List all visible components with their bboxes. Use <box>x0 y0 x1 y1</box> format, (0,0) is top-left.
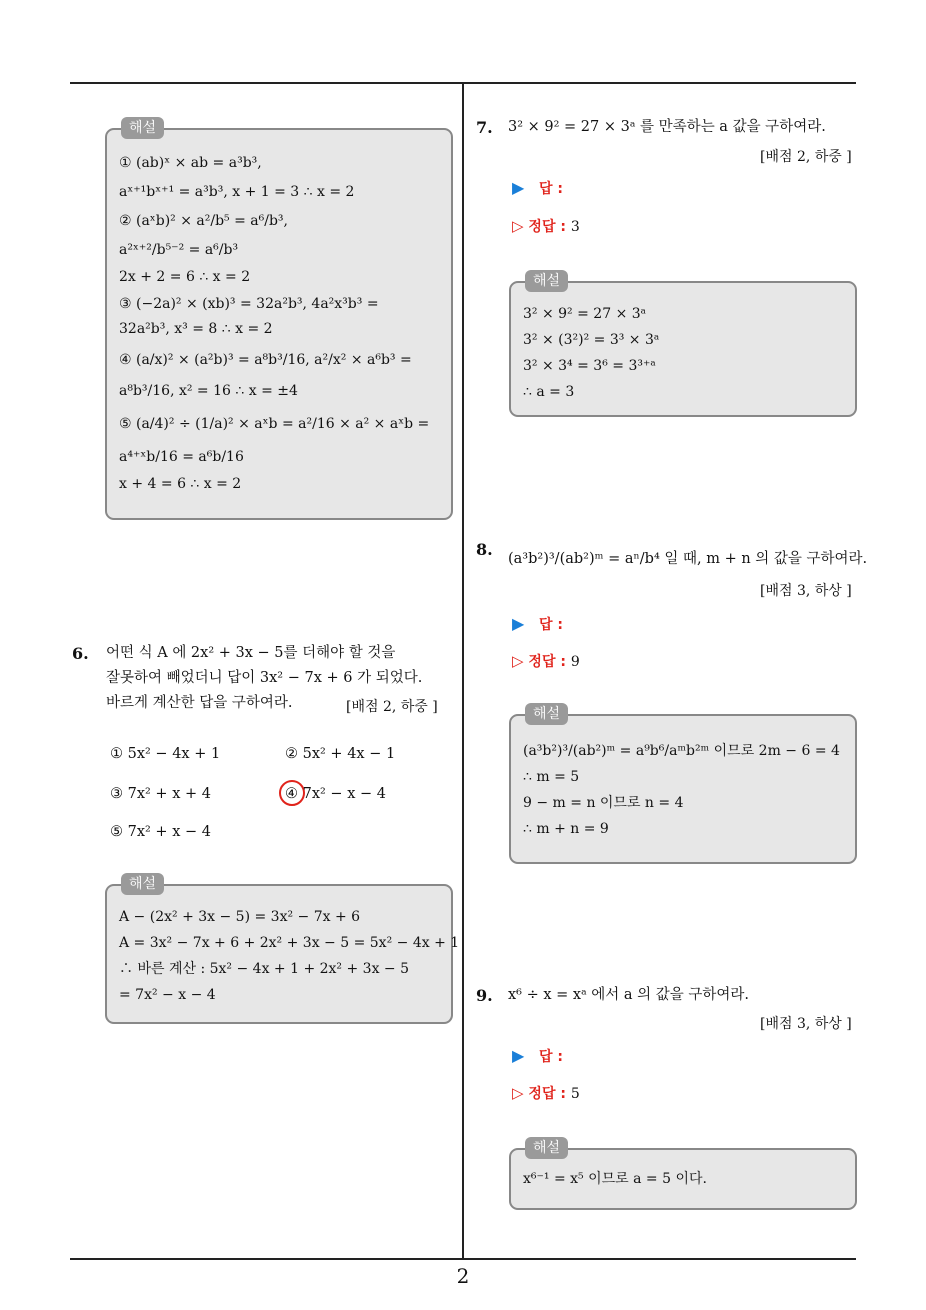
question-8-text: (a³b²)³/(ab²)ᵐ = aⁿ/b⁴ 일 때, m + n 의 값을 구하여라. <box>508 551 868 567</box>
column-divider <box>462 84 464 1260</box>
solution-line: ② (aˣb)² × a²/b⁵ = a⁶/b³, <box>119 213 288 229</box>
answer-label: 답 : <box>538 617 563 633</box>
solution-line: 32a²b³, x³ = 8 ∴ x = 2 <box>119 321 273 337</box>
question-number-8: 8. <box>476 540 493 559</box>
outline-play-icon: ▷ <box>512 652 524 670</box>
correct-value: 9 <box>570 654 580 670</box>
play-icon: ▶ <box>512 1046 525 1065</box>
outline-play-icon: ▷ <box>512 217 524 235</box>
q8-solution-box <box>509 706 857 864</box>
solution-line: 9 − m = n 이므로 n = 4 <box>523 795 684 811</box>
question-9-score: [배점 3, 하상 ] <box>760 1016 852 1032</box>
answer-row-7[interactable] <box>512 178 563 198</box>
question-8-score: [배점 3, 하상 ] <box>760 583 852 599</box>
correct-label: 정답 : <box>528 219 566 235</box>
solution-line: ⑤ (a/4)² ÷ (1/a)² × aˣb = a²/16 × a² × aˣb = <box>119 416 430 432</box>
question-6-line: 어떤 식 A 에 2x² + 3x − 5를 더해야 할 것을 <box>106 645 396 661</box>
answer-row-9[interactable] <box>512 1046 563 1066</box>
question-7-score: [배점 2, 하중 ] <box>760 149 852 165</box>
solution-line: a⁸b³/16, x² = 16 ∴ x = ±4 <box>119 383 298 399</box>
choice-3[interactable]: ③ 7x² + x + 4 <box>110 786 211 802</box>
play-icon: ▶ <box>512 614 525 633</box>
solution-tag: 해설 <box>121 117 164 139</box>
solution-line: ③ (−2a)² × (xb)³ = 32a²b³, 4a²x³b³ = <box>119 296 379 312</box>
question-6-line: 바르게 계산한 답을 구하여라. <box>106 695 293 711</box>
correct-value: 5 <box>570 1086 580 1102</box>
solution-line: 3² × 9² = 27 × 3ᵃ <box>523 306 647 322</box>
answer-row-8[interactable] <box>512 614 563 634</box>
bottom-rule <box>70 1258 856 1260</box>
question-6-score: [배점 2, 하중 ] <box>346 699 438 715</box>
solution-tag: 해설 <box>525 270 568 292</box>
q9-solution-box <box>509 1140 857 1210</box>
solution-line: a²ˣ⁺²/b⁵⁻² = a⁶/b³ <box>119 242 239 258</box>
solution-line: ④ (a/x)² × (a²b)³ = a⁸b³/16, a²/x² × a⁶b³ = <box>119 352 412 368</box>
play-icon: ▶ <box>512 178 525 197</box>
solution-line: 3² × 3⁴ = 3⁶ = 3³⁺ᵃ <box>523 358 656 374</box>
solution-line: ∴ m = 5 <box>523 769 580 785</box>
solution-line: A = 3x² − 7x + 6 + 2x² + 3x − 5 = 5x² − 4x + 1 <box>119 935 460 951</box>
question-number-9: 9. <box>476 986 493 1005</box>
solution-line: 2x + 2 = 6 ∴ x = 2 <box>119 269 251 285</box>
correct-answer-7 <box>512 216 580 236</box>
solution-line: x + 4 = 6 ∴ x = 2 <box>119 476 242 492</box>
q6-solution-box <box>105 876 460 1024</box>
correct-label: 정답 : <box>528 654 566 670</box>
correct-answer-9 <box>512 1083 580 1103</box>
solution-line: ① (ab)ˣ × ab = a³b³, <box>119 155 262 171</box>
answer-label: 답 : <box>538 181 563 197</box>
choice-5[interactable]: ⑤ 7x² + x − 4 <box>110 824 211 840</box>
solution-line: x⁶⁻¹ = x⁵ 이므로 a = 5 이다. <box>523 1171 707 1187</box>
solution-line: A − (2x² + 3x − 5) = 3x² − 7x + 6 <box>119 909 361 925</box>
solution-line: ∴ a = 3 <box>523 384 575 400</box>
question-7-text: 3² × 9² = 27 × 3ᵃ 를 만족하는 a 값을 구하여라. <box>508 119 826 135</box>
q5-solution-box <box>105 120 453 520</box>
solution-tag: 해설 <box>525 1137 568 1159</box>
solution-tag: 해설 <box>121 873 164 895</box>
outline-play-icon: ▷ <box>512 1084 524 1102</box>
solution-line: = 7x² − x − 4 <box>119 987 216 1003</box>
solution-line: ∴ m + n = 9 <box>523 821 609 837</box>
solution-line: 3² × (3²)² = 3³ × 3ᵃ <box>523 332 660 348</box>
solution-line: a⁴⁺ˣb/16 = a⁶b/16 <box>119 449 244 465</box>
correct-label: 정답 : <box>528 1086 566 1102</box>
solution-line: (a³b²)³/(ab²)ᵐ = a⁹b⁶/aᵐb²ᵐ 이므로 2m − 6 = 4 <box>523 743 840 759</box>
solution-line: ∴ 바른 계산 : 5x² − 4x + 1 + 2x² + 3x − 5 <box>119 961 410 977</box>
question-6-line: 잘못하여 빼었더니 답이 3x² − 7x + 6 가 되었다. <box>106 670 423 686</box>
choice-1[interactable]: ① 5x² − 4x + 1 <box>110 746 221 762</box>
correct-value: 3 <box>570 219 580 235</box>
page-number: 2 <box>456 1264 470 1288</box>
correct-answer-8 <box>512 651 580 671</box>
choice-2[interactable]: ② 5x² + 4x − 1 <box>285 746 396 762</box>
answer-label: 답 : <box>538 1049 563 1065</box>
solution-tag: 해설 <box>525 703 568 725</box>
choice-4[interactable]: ④ 7x² − x − 4 <box>285 786 386 802</box>
question-number-7: 7. <box>476 118 493 137</box>
question-number-6: 6. <box>72 644 89 663</box>
q7-solution-box <box>509 273 857 417</box>
solution-line: aˣ⁺¹bˣ⁺¹ = a³b³, x + 1 = 3 ∴ x = 2 <box>119 184 355 200</box>
question-9-text: x⁶ ÷ x = xᵃ 에서 a 의 값을 구하여라. <box>508 987 750 1003</box>
